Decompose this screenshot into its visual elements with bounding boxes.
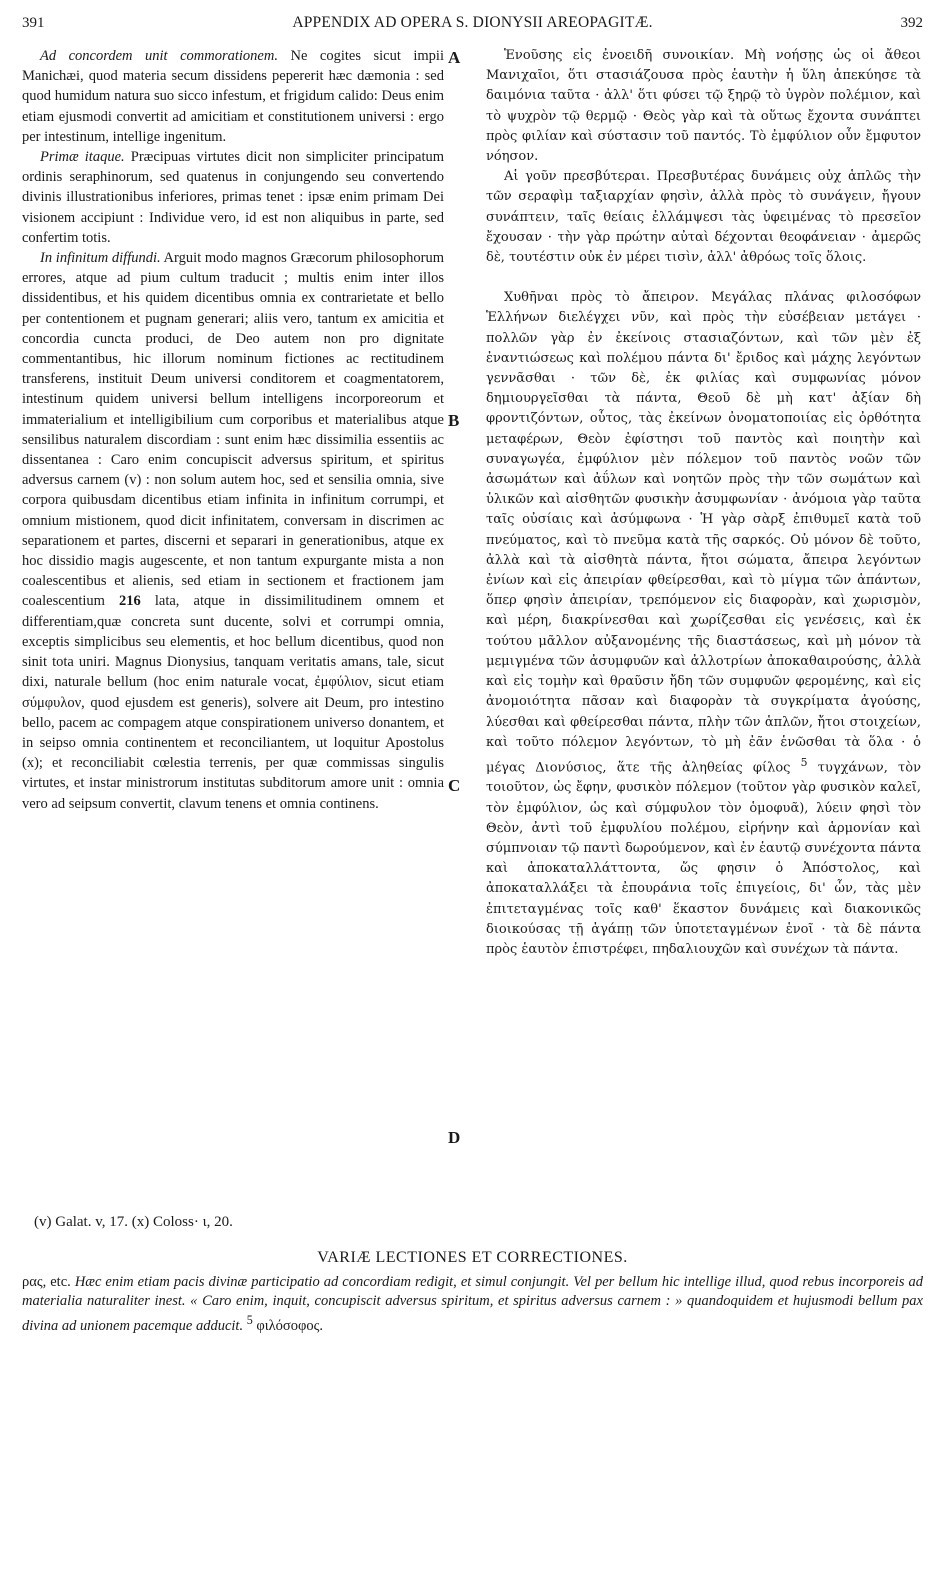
- latin-text-3b: lata, atque in dissimilitudinem omnem et differentiam,quæ concreta sunt ducente, solvi et corrumpi omnia, exceptis simplicibus seu elementis, et hoc bellum dicentibus, quod non sinit tota uniri. Magnus Dionysius, tanquam veritatis amans, tale, sicut dixi, naturale bellum (hoc enim naturale vocat, ἐμφύλιον, sicut etiam σύμφυλον, quod ejusdem est generis), solvere ait Deum, pro intestino bello, pacem ac compagem atque conspirationem universo donantem, et in seipso omnia continentem et reconciliantem, ut loquitur Apostolus (x); et reconciliabit cœlestia terrenis, per quæ commissas singulis virtutes, et instar ministrorum institutas subditorum amore unit : omnia vero ad seipsum convertit, clavum tenens et omnia continens.: [22, 593, 445, 812]
- greek-lemma-3: Χυθῆναι πρὸς τὸ ἄπειρον.: [504, 290, 699, 306]
- page-header: [22, 14, 923, 38]
- marker-a: A: [448, 48, 461, 67]
- latin-paragraph-1: [22, 46, 444, 147]
- marker-c: C: [448, 776, 461, 795]
- greek-spacer: [486, 268, 921, 288]
- column-number: 216: [119, 593, 141, 610]
- latin-column: [22, 46, 444, 1206]
- latin-lemma-2: Primæ itaque.: [40, 149, 125, 166]
- greek-text-3b: τυγχάνων, τὸν τοιοῦτον, ὡς ἔφην, φυσικὸν πόλεμον (τοῦτον γὰρ φυσικὸν καλεῖ, τὸν ἐμφύλιον, ὡς καὶ σύμφυλον τὸν ὁμοφυᾶ), λύειν φησὶ τὸν Θεὸν, ἀντὶ τοῦ ἐμφυλίου πολέμου, εἰρήνην καὶ ἁρμονίαν καὶ σύμπνοιαν τῷ παντὶ δωρούμενον, καὶ ἐν ἑαυτῷ συνέχοντα πάντα καὶ ἀποκαταλλάττοντα, ὥς φησιν ὁ Ἀπόστολος, καὶ ἀποκαταλλάξει τὰ ἐπουράνια τοῖς ἐπιγείοις, δι' ὧν, τὰς μὲν ἐπιτεταγμένας τοῖς καθ' ἕκαστον δυνάμεις καὶ διακονικῶς διοικούσας τῇ ἀγάπῃ τῶν ὑποτεταγμένων ἑνοῖ · τὰ δὲ πάντα πρὸς ἑαυτὸν ἐπιστρέφει, πηδαλιουχῶν καὶ συνέχων τὰ πάντα.: [486, 760, 921, 958]
- greek-lemma-1: Ἑνοῦσης εἰς ἐνοειδῆ συνοικίαν.: [504, 48, 735, 63]
- variae-end: φιλόσοφος.: [256, 1317, 323, 1334]
- greek-column: [486, 46, 921, 1206]
- variae-lead: ρας, etc.: [22, 1274, 71, 1290]
- greek-paragraph-1: [486, 46, 921, 167]
- running-title: APPENDIX AD OPERA S. DIONYSII AREOPAGITÆ.: [292, 14, 653, 31]
- greek-paragraph-3: [486, 288, 921, 960]
- variae-italic: Hæc enim etiam pacis divinæ participatio ad concordiam redigit, et simul conjungit. Vel per bellum hic intellige illud, quod rebus incorporeis ad materialia naturaliter inest. « Caro enim, inquit, concupiscit adversus spiritum, et spiritus adversus carnem : » quandoquidem et hujusmodi bellum pax divina ad unionem pacemque adducit.: [22, 1274, 923, 1334]
- greek-paragraph-2: [486, 167, 921, 268]
- greek-note-ref: 5: [800, 755, 808, 769]
- latin-text-1: Ne cogites sicut impii Manichæi, quod materia secum dissidens pepererit hæc dæmonia : sed quod humidum natura suo sicco infestum, et frigidum calido: Deus enim etiam ejusmodi convertit ad amicitiam et constitutionem universi : ergo per intestinum, intellige ingenitum.: [22, 48, 444, 145]
- variae-note-ref: 5: [246, 1313, 253, 1327]
- latin-lemma-1: Ad concordem unit commorationem.: [40, 48, 278, 64]
- marker-d: D: [448, 1128, 461, 1147]
- variae-lectiones: [22, 1273, 923, 1336]
- latin-paragraph-3: [22, 248, 444, 814]
- latin-lemma-3: In infinitum diffundi.: [40, 250, 161, 267]
- margin-markers: [444, 46, 486, 1206]
- greek-text-1: Μὴ νοήσῃς ὡς οἱ ἄθεοι Μανιχαῖοι, ὅτι στασιάζουσα πρὸς ἑαυτὴν ἡ ὕλη ἀπεκύησε τὰ δαιμόνια ταῦτα · ἀλλ' ὅτι φύσει τῷ ξηρῷ τὸ ὑγρὸν πολέμιον, καὶ τὸ ψυχρὸν τῷ θερμῷ · Θεὸς γὰρ καὶ τὰ οὕτως ἔχοντα συνάπτει πρὸς φιλίαν καὶ σύστασιν τοῦ παντός. Τὸ ἐμφύλιον οὖν ἔμφυτον νόησον.: [486, 48, 921, 165]
- two-column-body: [22, 46, 923, 1206]
- greek-text-3: Μεγάλας πλάνας φιλοσόφων Ἑλλήνων διελέγχει νῦν, καὶ πρὸς τὴν εὐσέβειαν μετάγει · πολλῶν γὰρ ἐν ἐκείνοις στασιαζόντων, καὶ τῶν μὲν ἐξ ἐναντιώσεως καὶ πολέμου πάντα δι' ἔριδος καὶ μάχης λεγόντων γεννᾶσθαι · τῶν δὲ, ἐκ φιλίας καὶ συμφωνίας μόνον δημιουργεῖσθαι τὰ πάντα, Θεοῦ δὲ μὴ κατ' ἀξίαν δὴ φροντιζόντων, οὗτος, τὰς ἐκείνων ὀνοματοποιίας εἰς ὀρθότητα μεταφέρων, Θεὸν ἐφίστησι τοῦ παντὸς καὶ ποιητὴν καὶ συναγωγέα, ἐμφύλιον μὲν πόλεμον τοῦ παντὸς νοῶν τῶν ἀσωμάτων καὶ ἀΰλων καὶ νοητῶν πρὸς τὴν τῶν σωμάτων καὶ ὑλικῶν καὶ αἰσθητῶν φυσικὴν ἀσυμφωνίαν · ἀνόμοια γὰρ ταῦτα ταῖς οὐσίαις καὶ ἀσύμφωνα · Ἡ γὰρ σὰρξ ἐπιθυμεῖ κατὰ τοῦ πνεύματος, καὶ τὸ πνεῦμα κατὰ τῆς σαρκός. Οὐ μόνον δὲ τοῦτο, ἀλλὰ καὶ τὰ αἰσθητὰ πάντα, ἤτοι σώματα, ἄπειρα λεγόντων ἐνίων καὶ εἰς ἀπειρίαν φθείρεσθαι, καὶ τὸ μίγμα τῶν ἁπάντων, ὅπερ φησὶν ἀπειρίαν, τρεπόμενον εἰς διαφορὰν, καὶ χωρισμὸν, καὶ μέρη, διακρίνεσθαι καὶ χωρίζεσθαι εἰς γενέσεις, καὶ ἐκ τούτου μᾶλλον αὐξανομένης τῆς διαστάσεως, καὶ μὴ μόνον τὰ μεμιγμένα τῶν ἀσυμφυῶν καὶ ἀλλοτρίων ἀποκαθαιρούσης, ἀλλὰ καὶ εἰς τομὴν καὶ θραῦσιν ἤδη τῶν συμφυῶν φερομένης, καὶ εἰς ἀνομοιότητα πᾶσαν καὶ διαφορὰν τὰ συγκρίματα ἀγούσης, λύεσθαι καὶ φθείρεσθαι πάντα, πλὴν τῶν ἁπλῶν, ἤτοι στοιχείων, καὶ τοῦτο πόλεμον λεγόντων, τὸ μὴ ἐᾶν ἑνῶσθαι τὰ ὅλα · ὁ μέγας Διονύσιος, ἅτε τῆς ἀληθείας φίλος: [486, 290, 921, 776]
- page-number-left: 391: [22, 15, 45, 31]
- page-number-right: 392: [900, 15, 923, 31]
- latin-text-2: Præcipuas virtutes dicit non simpliciter principatum ordinis seraphinorum, sed quatenus in conjungendo seu convertendo divinis illustrationibus inferiores, primas tenet : ipsæ enim primam Dei visionem accipiunt : Individue vero, id est non aliquibus in parte, sed confertim totis.: [22, 149, 445, 246]
- marker-b: B: [448, 411, 460, 430]
- footnotes: (v) Galat. v, 17. (x) Coloss· ι, 20.: [34, 1214, 233, 1230]
- latin-paragraph-2: [22, 147, 444, 248]
- latin-text-3: Arguit modo magnos Græcorum philosophorum errores, atque ad pium cultum traducit ; multis enim inter illos dissidentibus, et his quidem dicentibus omnia ex contrarietate et bello per contentionem et pugnam generari; aliis vero, tantum ex amicitia et concordia cuncta produci, de Deo autem non pro dignitate commentantibus, hic illorum nominum fictiones ac rectitudinem transferens, instituit Deum universi conditorem et coagmentatorem, intestinum quidem universi bellum intelligens incorporeorum et immaterialium et intelligibilium cum corporibus et materialibus atque sensilibus naturalem discordiam : sunt enim hæc dissimilia essentiis ac dissentanea : Caro enim concupiscit adversus spiritum, et spiritus adversus carnem (v) : non solum autem hoc, sed et sensilia omnia, sive corpora quibusdam dicentibus etiam infinita in infinitum corrumpi, et omnium mistionem, quod dicit infinitatem, conversam in discrimen ac separationem et partes, discerni et separari in generationibus, atque ex hoc dissidio magis augescente, et non tantum expurgante mista a non coalescentibus et alienis, sed etiam in sectionem et fractionem jam coalescentium: [22, 250, 444, 610]
- greek-text-2: Πρεσβυτέρας δυνάμεις οὐχ ἁπλῶς τὴν τῶν σεραφὶμ ταξιαρχίαν φησὶν, ἀλλὰ πρὸς τὸ συνάγειν, ἤγουν συνάπτειν, ταῖς θείαις ἐλλάμψεσι τὰς ὑφειμένας τὸ πρεσεῖον ἔχουσαν · τὴν γὰρ πρώτην αὐταὶ δέχονται θεοφάνειαν · ἀμερῶς δὲ, τουτέστιν οὐκ ἐν μέρει τισὶν, ἀλλ' ἀθρόως τοῖς ὅλοις.: [486, 169, 921, 266]
- greek-lemma-2: Αἱ γοῦν πρεσβύτεραι.: [504, 169, 651, 185]
- variae-title: VARIÆ LECTIONES ET CORRECTIONES.: [317, 1249, 628, 1266]
